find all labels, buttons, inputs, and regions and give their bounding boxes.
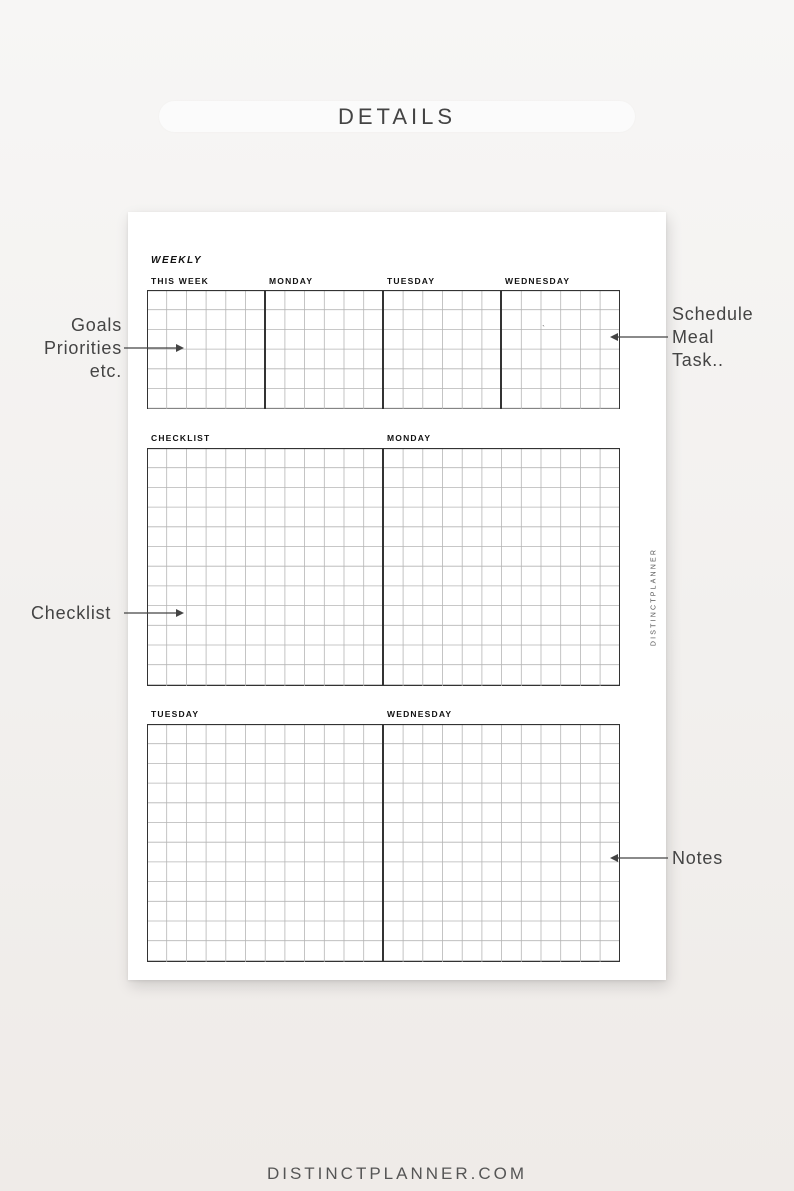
- brand-watermark: [648, 532, 660, 662]
- callout-schedule: [672, 303, 772, 372]
- label-wednesday-top: WEDNESDAY: [505, 276, 571, 286]
- callout-goals-line-2: Priorities: [43, 338, 122, 358]
- label-checklist: CHECKLIST: [151, 433, 211, 443]
- divider: [382, 290, 384, 409]
- callout-goals-line-3: etc.: [89, 361, 122, 381]
- stray-mark: `: [542, 324, 545, 334]
- label-tuesday-bottom: TUESDAY: [151, 709, 200, 719]
- grid-row-2: [147, 448, 620, 686]
- arrow-goals: [124, 342, 186, 354]
- grid-row-1: [147, 290, 620, 409]
- callout-schedule-line-1: Schedule: [672, 304, 754, 324]
- grid-row-1-lines: [147, 290, 620, 409]
- grid-row-3-lines: [147, 724, 620, 962]
- grid-row-3: [147, 724, 620, 962]
- callout-goals-line-1: Goals: [70, 315, 122, 335]
- divider: [500, 290, 502, 409]
- divider: [382, 724, 384, 962]
- label-monday-top: MONDAY: [269, 276, 314, 286]
- callout-schedule-line-2: Meal: [672, 327, 715, 347]
- divider: [382, 448, 384, 686]
- divider: [264, 290, 266, 409]
- callout-notes: Notes: [672, 848, 724, 868]
- planner-sheet: [128, 212, 666, 980]
- label-wednesday-bottom: WEDNESDAY: [387, 709, 453, 719]
- watermark-text: DISTINCTPLANNER: [650, 547, 658, 647]
- label-tuesday-top: TUESDAY: [387, 276, 436, 286]
- grid-row-2-lines: [147, 448, 620, 686]
- page-title: DETAILS: [337, 104, 457, 129]
- callout-schedule-line-3: Task..: [672, 350, 724, 370]
- arrow-notes: [610, 852, 670, 864]
- footer-url: DISTINCTPLANNER.COM: [266, 1164, 528, 1183]
- arrow-schedule: [610, 331, 670, 343]
- arrow-checklist: [124, 607, 186, 619]
- callout-checklist: Checklist: [31, 603, 112, 623]
- callout-goals: [22, 314, 122, 383]
- label-this-week: THIS WEEK: [151, 276, 210, 286]
- planner-title: WEEKLY: [151, 255, 203, 266]
- label-monday-middle: MONDAY: [387, 433, 432, 443]
